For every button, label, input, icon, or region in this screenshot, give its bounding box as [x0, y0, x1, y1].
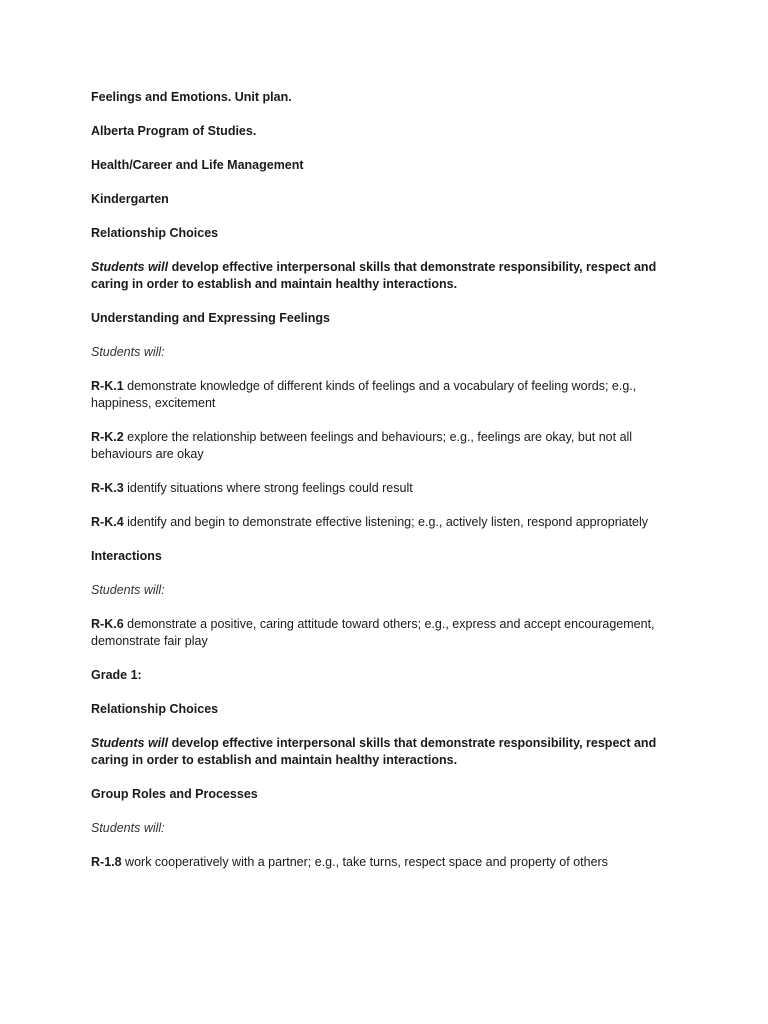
k-relationship-choices-heading: Relationship Choices	[91, 226, 219, 240]
document-page	[91, 89, 691, 888]
subject-name: Health/Career and Life Management	[91, 158, 304, 172]
outcome-text: identify and begin to demonstrate effective listening; e.g., actively listen, respond appropriately	[123, 515, 649, 529]
outcome-code: R-K.6	[91, 617, 124, 631]
g1-general-outcome-lead: Students will	[91, 736, 169, 750]
k-section2-heading: Interactions	[91, 549, 162, 563]
outcome-rk1	[91, 378, 691, 412]
outcome-text: identify situations where strong feelings could result	[123, 481, 413, 495]
grade-kindergarten-heading: Kindergarten	[91, 192, 169, 206]
g1-section-heading: Group Roles and Processes	[91, 787, 258, 801]
g1-section-students-will: Students will:	[91, 821, 165, 835]
k-general-outcome	[91, 259, 691, 293]
document-title: Feelings and Emotions. Unit plan.	[91, 90, 292, 104]
outcome-code: R-K.3	[91, 481, 124, 495]
outcome-text: explore the relationship between feelings and behaviours; e.g., feelings are okay, but not all behaviours are okay	[91, 430, 633, 461]
outcome-code: R-1.8	[91, 855, 122, 869]
outcome-code: R-K.1	[91, 379, 124, 393]
outcome-r18	[91, 854, 691, 871]
outcome-code: R-K.4	[91, 515, 124, 529]
outcome-code: R-K.2	[91, 430, 124, 444]
g1-relationship-choices-heading: Relationship Choices	[91, 702, 219, 716]
g1-general-outcome-text: develop effective interpersonal skills that demonstrate responsibility, respect and caring in order to establish and maintain healthy interactions.	[91, 736, 657, 767]
outcome-text: work cooperatively with a partner; e.g., take turns, respect space and property of others	[121, 855, 608, 869]
outcome-rk4	[91, 514, 691, 531]
k-general-outcome-text: develop effective interpersonal skills that demonstrate responsibility, respect and caring in order to establish and maintain healthy interactions.	[91, 260, 657, 291]
outcome-rk6	[91, 616, 691, 650]
k-section1-students-will: Students will:	[91, 345, 165, 359]
k-general-outcome-lead: Students will	[91, 260, 169, 274]
k-section2-students-will: Students will:	[91, 583, 165, 597]
outcome-rk3	[91, 480, 691, 497]
outcome-text: demonstrate knowledge of different kinds of feelings and a vocabulary of feeling words; e.g., happiness, excitement	[91, 379, 637, 410]
g1-general-outcome	[91, 735, 691, 769]
outcome-text: demonstrate a positive, caring attitude toward others; e.g., express and accept encouragement, demonstrate fair play	[91, 617, 655, 648]
grade-1-heading: Grade 1:	[91, 668, 142, 682]
k-section1-heading: Understanding and Expressing Feelings	[91, 311, 330, 325]
outcome-rk2	[91, 429, 691, 463]
program-name: Alberta Program of Studies.	[91, 124, 257, 138]
